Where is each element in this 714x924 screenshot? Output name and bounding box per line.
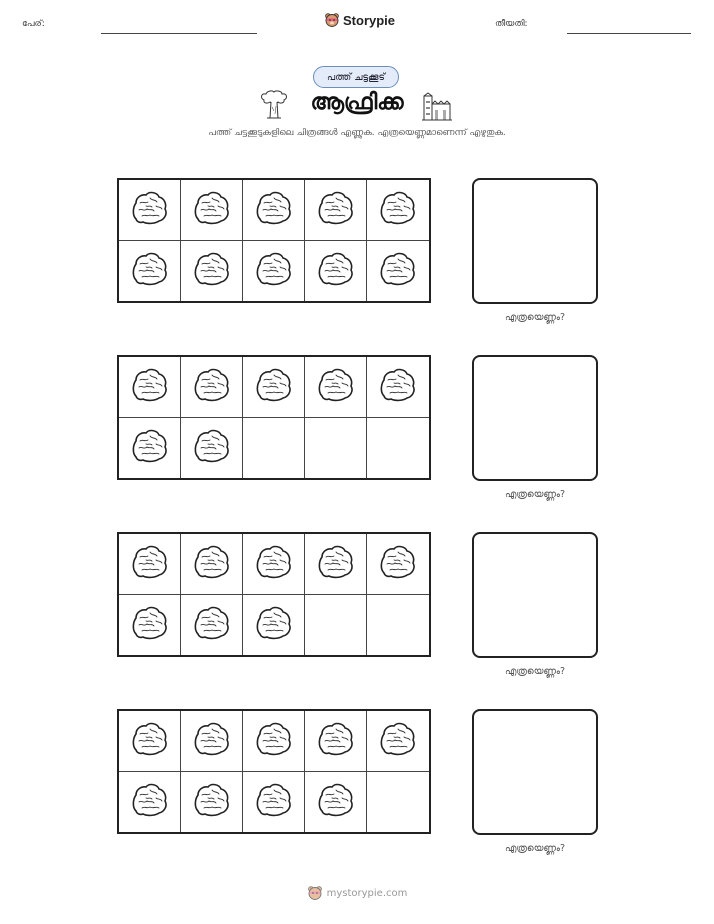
rock-icon <box>192 543 232 585</box>
bear-mascot-icon <box>324 12 340 28</box>
frame-cell <box>119 595 181 656</box>
instruction-text: പത്ത് ചട്ടക്കൂടുകളിലെ ചിത്രങ്ങൾ എണ്ണുക. എത്രയെണ്ണമാണെന്ന് എഴുതുക. <box>208 128 506 138</box>
worksheet-badge: പത്ത് ചട്ടക്കൂട് <box>313 66 399 88</box>
rock-icon <box>378 250 418 292</box>
rock-icon <box>254 781 294 823</box>
frame-cell <box>119 772 181 833</box>
rock-icon <box>130 250 170 292</box>
rock-icon <box>316 781 356 823</box>
rock-icon <box>254 189 294 231</box>
answer-box-3[interactable] <box>472 532 598 658</box>
frame-cell <box>367 534 429 595</box>
frame-cell <box>305 357 367 418</box>
frame-cell <box>181 534 243 595</box>
frame-cell <box>243 180 305 241</box>
rock-icon <box>254 366 294 408</box>
frame-cell <box>181 595 243 656</box>
frame-cell <box>181 772 243 833</box>
rock-icon <box>378 543 418 585</box>
frame-cell <box>119 711 181 772</box>
question-label-3: എത്രയെണ്ണം? <box>504 666 566 677</box>
rock-icon <box>130 189 170 231</box>
frame-cell <box>243 772 305 833</box>
frame-cell <box>119 357 181 418</box>
rock-icon <box>378 366 418 408</box>
answer-box-4[interactable] <box>472 709 598 835</box>
rock-icon <box>130 366 170 408</box>
rock-icon <box>316 189 356 231</box>
rock-icon <box>254 604 294 646</box>
rock-icon <box>316 250 356 292</box>
frame-cell <box>305 418 367 479</box>
question-label-4: എത്രയെണ്ണം? <box>504 843 566 854</box>
rock-icon <box>192 366 232 408</box>
brand-name: Storypie <box>343 12 396 28</box>
frame-cell <box>119 534 181 595</box>
frame-cell <box>243 711 305 772</box>
frame-cell <box>305 241 367 302</box>
footer-url: mystorypie.com <box>326 887 408 899</box>
answer-box-2[interactable] <box>472 355 598 481</box>
rock-icon <box>378 720 418 762</box>
frame-cell <box>305 772 367 833</box>
ten-frame-3 <box>117 532 431 657</box>
frame-cell <box>367 180 429 241</box>
rock-icon <box>254 543 294 585</box>
rock-icon <box>378 189 418 231</box>
name-write-line[interactable] <box>101 33 257 34</box>
frame-cell <box>367 357 429 418</box>
frame-cell <box>181 418 243 479</box>
frame-cell <box>119 241 181 302</box>
ten-frame-4 <box>117 709 431 834</box>
date-write-line[interactable] <box>567 33 691 34</box>
frame-cell <box>243 418 305 479</box>
answer-box-1[interactable] <box>472 178 598 304</box>
frame-cell <box>367 595 429 656</box>
frame-cell <box>367 241 429 302</box>
rock-icon <box>316 366 356 408</box>
frame-cell <box>367 772 429 833</box>
rock-icon <box>316 720 356 762</box>
rock-icon <box>254 250 294 292</box>
rock-icon <box>130 720 170 762</box>
rock-icon <box>130 781 170 823</box>
frame-cell <box>305 711 367 772</box>
frame-cell <box>305 180 367 241</box>
rock-icon <box>130 543 170 585</box>
frame-cell <box>305 595 367 656</box>
rock-icon <box>192 781 232 823</box>
baobab-tree-icon <box>258 89 290 121</box>
rock-icon <box>130 604 170 646</box>
mud-mosque-icon <box>420 92 454 122</box>
rock-icon <box>192 189 232 231</box>
frame-cell <box>243 534 305 595</box>
frame-cell <box>243 357 305 418</box>
frame-cell <box>119 180 181 241</box>
question-label-2: എത്രയെണ്ണം? <box>504 489 566 500</box>
rock-icon <box>316 543 356 585</box>
frame-cell <box>243 595 305 656</box>
ten-frame-1 <box>117 178 431 303</box>
frame-cell <box>367 418 429 479</box>
rock-icon <box>254 720 294 762</box>
date-label: തീയതി: <box>495 19 528 29</box>
rock-icon <box>192 604 232 646</box>
frame-cell <box>181 357 243 418</box>
frame-cell <box>243 241 305 302</box>
rock-icon <box>192 427 232 469</box>
ten-frame-2 <box>117 355 431 480</box>
frame-cell <box>119 418 181 479</box>
frame-cell <box>181 711 243 772</box>
frame-cell <box>305 534 367 595</box>
question-label-1: എത്രയെണ്ണം? <box>504 312 566 323</box>
page-title: ആഫ്രിക്ക <box>310 90 404 115</box>
frame-cell <box>181 180 243 241</box>
footer <box>0 885 714 901</box>
rock-icon <box>192 250 232 292</box>
brand-logo <box>324 12 395 28</box>
name-label: പേര്: <box>22 19 45 29</box>
rock-icon <box>192 720 232 762</box>
bear-mascot-icon <box>307 885 323 901</box>
frame-cell <box>367 711 429 772</box>
rock-icon <box>130 427 170 469</box>
frame-cell <box>181 241 243 302</box>
